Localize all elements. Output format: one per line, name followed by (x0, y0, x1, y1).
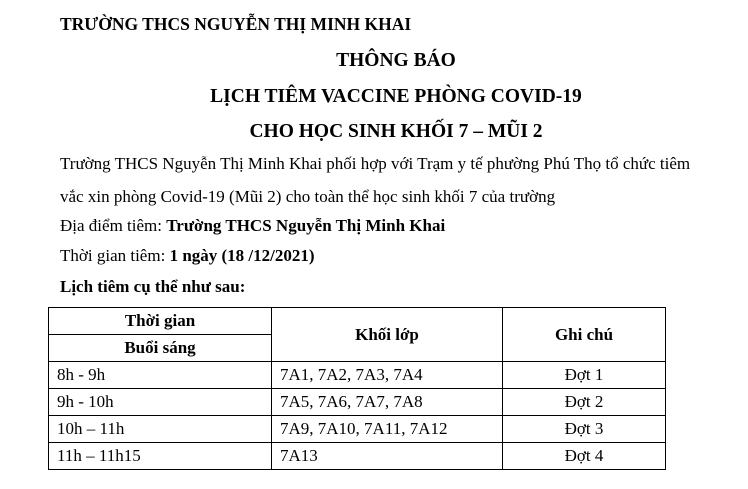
location-line (60, 216, 445, 236)
time-value: 1 ngày (18 /12/2021) (169, 246, 315, 265)
cell-note: Đợt 4 (503, 443, 666, 470)
table-row (49, 416, 666, 443)
notice-title: THÔNG BÁO (336, 50, 456, 71)
cell-classes: 7A1, 7A2, 7A3, 7A4 (272, 362, 503, 389)
schedule-heading: Lịch tiêm cụ thể như sau: (60, 277, 246, 296)
intro-line-1: Trường THCS Nguyễn Thị Minh Khai phối hợp với Trạm y tế phường Phú Thọ tổ chức tiêm (60, 154, 691, 173)
school-name: TRƯỜNG THCS NGUYỄN THỊ MINH KHAI (60, 14, 412, 34)
table-row (49, 389, 666, 416)
cell-time: 8h - 9h (49, 362, 272, 389)
cell-classes: 7A5, 7A6, 7A7, 7A8 (272, 389, 503, 416)
time-label: Thời gian tiêm: (60, 246, 170, 265)
header-time: Thời gian (49, 308, 272, 335)
notice-subtitle: LỊCH TIÊM VACCINE PHÒNG COVID-19 (210, 86, 582, 107)
table-header-row (49, 308, 666, 335)
time-line (60, 246, 315, 266)
intro-line-2: vắc xin phòng Covid-19 (Mũi 2) cho toàn thể học sinh khối 7 của trường (60, 187, 556, 206)
location-value: Trường THCS Nguyễn Thị Minh Khai (166, 216, 446, 235)
header-classes: Khối lớp (272, 308, 503, 362)
cell-note: Đợt 1 (503, 362, 666, 389)
cell-classes: 7A13 (272, 443, 503, 470)
cell-time: 10h – 11h (49, 416, 272, 443)
cell-note: Đợt 3 (503, 416, 666, 443)
notice-subtitle-2: CHO HỌC SINH KHỐI 7 – MŨI 2 (249, 121, 543, 142)
table-row (49, 362, 666, 389)
cell-time: 11h – 11h15 (49, 443, 272, 470)
table-row (49, 443, 666, 470)
location-label: Địa điểm tiêm: (60, 216, 167, 235)
header-session: Buổi sáng (49, 335, 272, 362)
cell-classes: 7A9, 7A10, 7A11, 7A12 (272, 416, 503, 443)
cell-time: 9h - 10h (49, 389, 272, 416)
cell-note: Đợt 2 (503, 389, 666, 416)
header-note: Ghi chú (503, 308, 666, 362)
schedule-table (48, 307, 666, 470)
